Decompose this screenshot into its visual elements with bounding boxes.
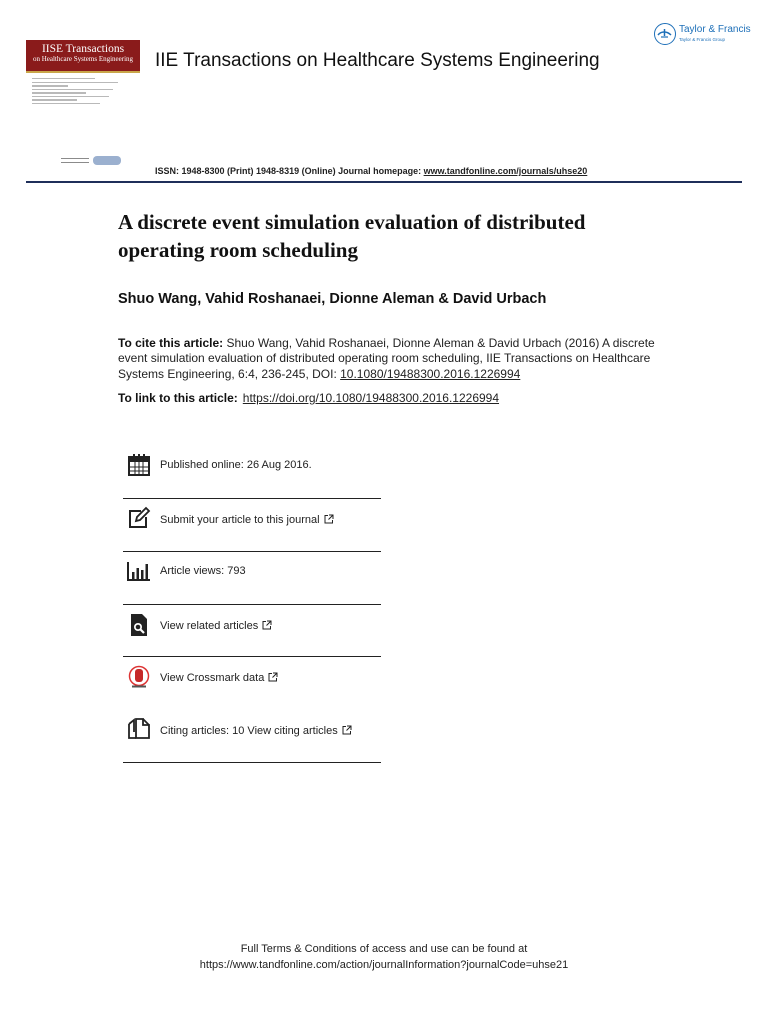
divider	[123, 762, 381, 763]
journal-cover	[26, 40, 140, 73]
cover-contents-lines	[32, 78, 122, 107]
citation-label: To cite this article:	[118, 336, 224, 350]
submit-article-text: Submit your article to this journal	[160, 514, 320, 526]
journal-title: IIE Transactions on Healthcare Systems Engineering	[155, 50, 600, 71]
footer-line-1: Full Terms & Conditions of access and use can be found at	[240, 943, 528, 955]
article-views-text: Article views: 793	[160, 565, 246, 577]
divider	[123, 604, 381, 605]
edit-icon	[127, 506, 151, 530]
citation-text: Shuo Wang, Vahid Roshanaei, Dionne Aleman & David Urbach (2016) A discrete event simulation evaluation of distributed operating room scheduling, IIE Transactions on Healthcare Systems Engineering, 6:4, 236-245, DOI:	[118, 336, 655, 381]
article-views-row	[123, 558, 381, 610]
header-divider	[26, 181, 742, 183]
external-link-icon	[342, 725, 352, 735]
article-doi-link[interactable]: https://doi.org/10.1080/19488300.2016.1226994	[242, 391, 500, 405]
crossmark-text: View Crossmark data	[160, 672, 265, 684]
cover-subtitle: on Healthcare Systems Engineering	[32, 55, 134, 63]
submit-article-link[interactable]	[160, 514, 334, 526]
external-link-icon	[262, 620, 272, 630]
article-authors: Shuo Wang, Vahid Roshanaei, Dionne Aleman & David Urbach	[118, 291, 547, 307]
publisher-group: Taylor & Francis Group	[679, 37, 726, 42]
link-label: To link to this article:	[118, 391, 238, 405]
external-link-icon	[268, 672, 278, 682]
citing-articles-row[interactable]	[123, 716, 381, 768]
search-document-icon	[127, 613, 151, 637]
crossmark-link[interactable]	[160, 672, 278, 684]
divider	[123, 551, 381, 552]
publisher-logo-icon	[654, 23, 676, 45]
footer-terms-link[interactable]: https://www.tandfonline.com/action/journalInformation?journalCode=uhse21	[199, 958, 569, 971]
bar-chart-icon	[127, 559, 151, 583]
society-logos	[61, 156, 121, 166]
published-online-text: Published online: 26 Aug 2016.	[160, 459, 312, 471]
issn-line	[155, 166, 587, 176]
article-link-line	[118, 391, 499, 405]
citing-articles-text: Citing articles: 10 View citing articles	[160, 725, 338, 737]
divider	[123, 498, 381, 499]
article-title: A discrete event simulation evaluation of distributed operating room scheduling	[118, 210, 586, 262]
crossmark-row[interactable]	[123, 663, 381, 715]
citing-articles-icon	[127, 717, 151, 741]
calendar-icon	[127, 453, 151, 477]
journal-homepage-link[interactable]: www.tandfonline.com/journals/uhse20	[423, 166, 588, 176]
related-articles-text: View related articles	[160, 620, 259, 632]
citation-doi-link[interactable]: 10.1080/19488300.2016.1226994	[340, 366, 521, 381]
external-link-icon	[324, 514, 334, 524]
citation-block	[118, 336, 658, 382]
published-online-row	[123, 452, 381, 504]
divider	[123, 656, 381, 657]
related-articles-link[interactable]	[160, 620, 272, 632]
citing-articles-link[interactable]	[160, 725, 352, 737]
footer-terms	[0, 942, 768, 973]
cover-title: IISE Transactions	[41, 43, 125, 55]
issn-text: ISSN: 1948-8300 (Print) 1948-8319 (Online) Journal homepage:	[155, 166, 424, 176]
crossmark-icon	[127, 665, 151, 689]
submit-article-row[interactable]	[123, 505, 381, 557]
publisher-name: Taylor & Francis	[679, 24, 751, 35]
